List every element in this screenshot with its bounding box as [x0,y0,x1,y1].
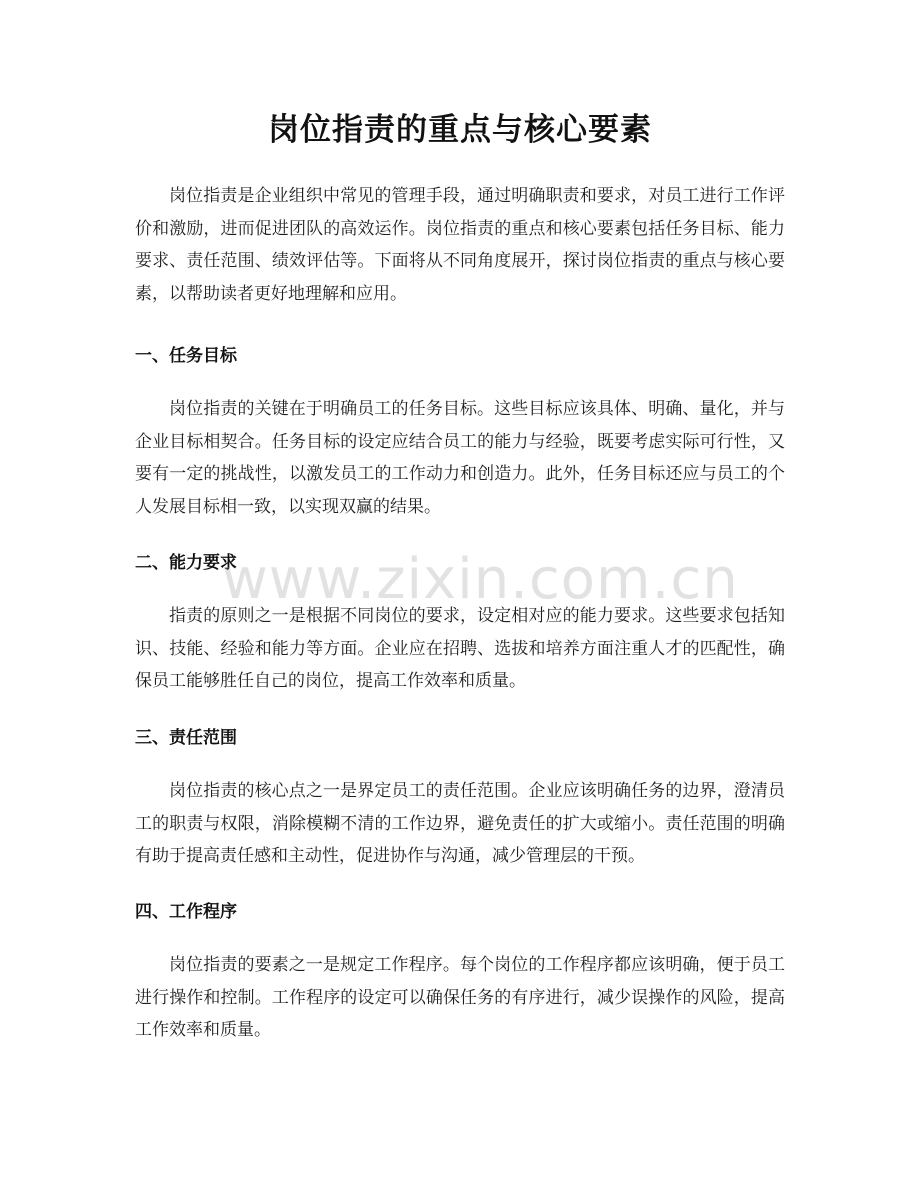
section-body-work-procedures: 岗位指责的要素之一是规定工作程序。每个岗位的工作程序都应该明确，便于员工进行操作和控制。工作程序的设定可以确保任务的有序进行，减少误操作的风险，提高工作效率和质量。 [135,955,785,1040]
section-heading-ability-requirements: 二、能力要求 [135,553,237,573]
section-body-task-goals: 岗位指责的关键在于明确员工的任务目标。这些目标应该具体、明确、量化，并与企业目标相契合。任务目标的设定应结合员工的能力与经验，既要考虑实际可行性，又要有一定的挑战性，以激发员工的工作动力和创造力。此外，任务目标还应与员工的个人发展目标相一致，以实现双赢的结果。 [135,399,785,517]
section-heading-task-goals: 一、任务目标 [135,346,237,366]
intro-paragraph: 岗位指责是企业组织中常见的管理手段，通过明确职责和要求，对员工进行工作评价和激励，进而促进团队的高效运作。岗位指责的重点和核心要素包括任务目标、能力要求、责任范围、绩效评估等。下面将从不同角度展开，探讨岗位指责的重点与核心要素，以帮助读者更好地理解和应用。 [135,186,785,304]
section-body-ability-requirements: 指责的原则之一是根据不同岗位的要求，设定相对应的能力要求。这些要求包括知识、技能、经验和能力等方面。企业应在招聘、选拔和培养方面注重人才的匹配性，确保员工能够胜任自己的岗位，提高工作效率和质量。 [135,606,785,691]
section-heading-work-procedures: 四、工作程序 [135,902,237,922]
section-body-responsibility-scope: 岗位指责的核心点之一是界定员工的责任范围。企业应该明确任务的边界，澄清员工的职责与权限，消除模糊不清的工作边界，避免责任的扩大或缩小。责任范围的明确有助于提高责任感和主动性，促进协作与沟通，减少管理层的干预。 [135,781,785,866]
document-title: 岗位指责的重点与核心要素 [268,112,652,148]
section-heading-responsibility-scope: 三、责任范围 [135,728,237,748]
watermark-text: www.zixin.com.cn [222,547,739,612]
